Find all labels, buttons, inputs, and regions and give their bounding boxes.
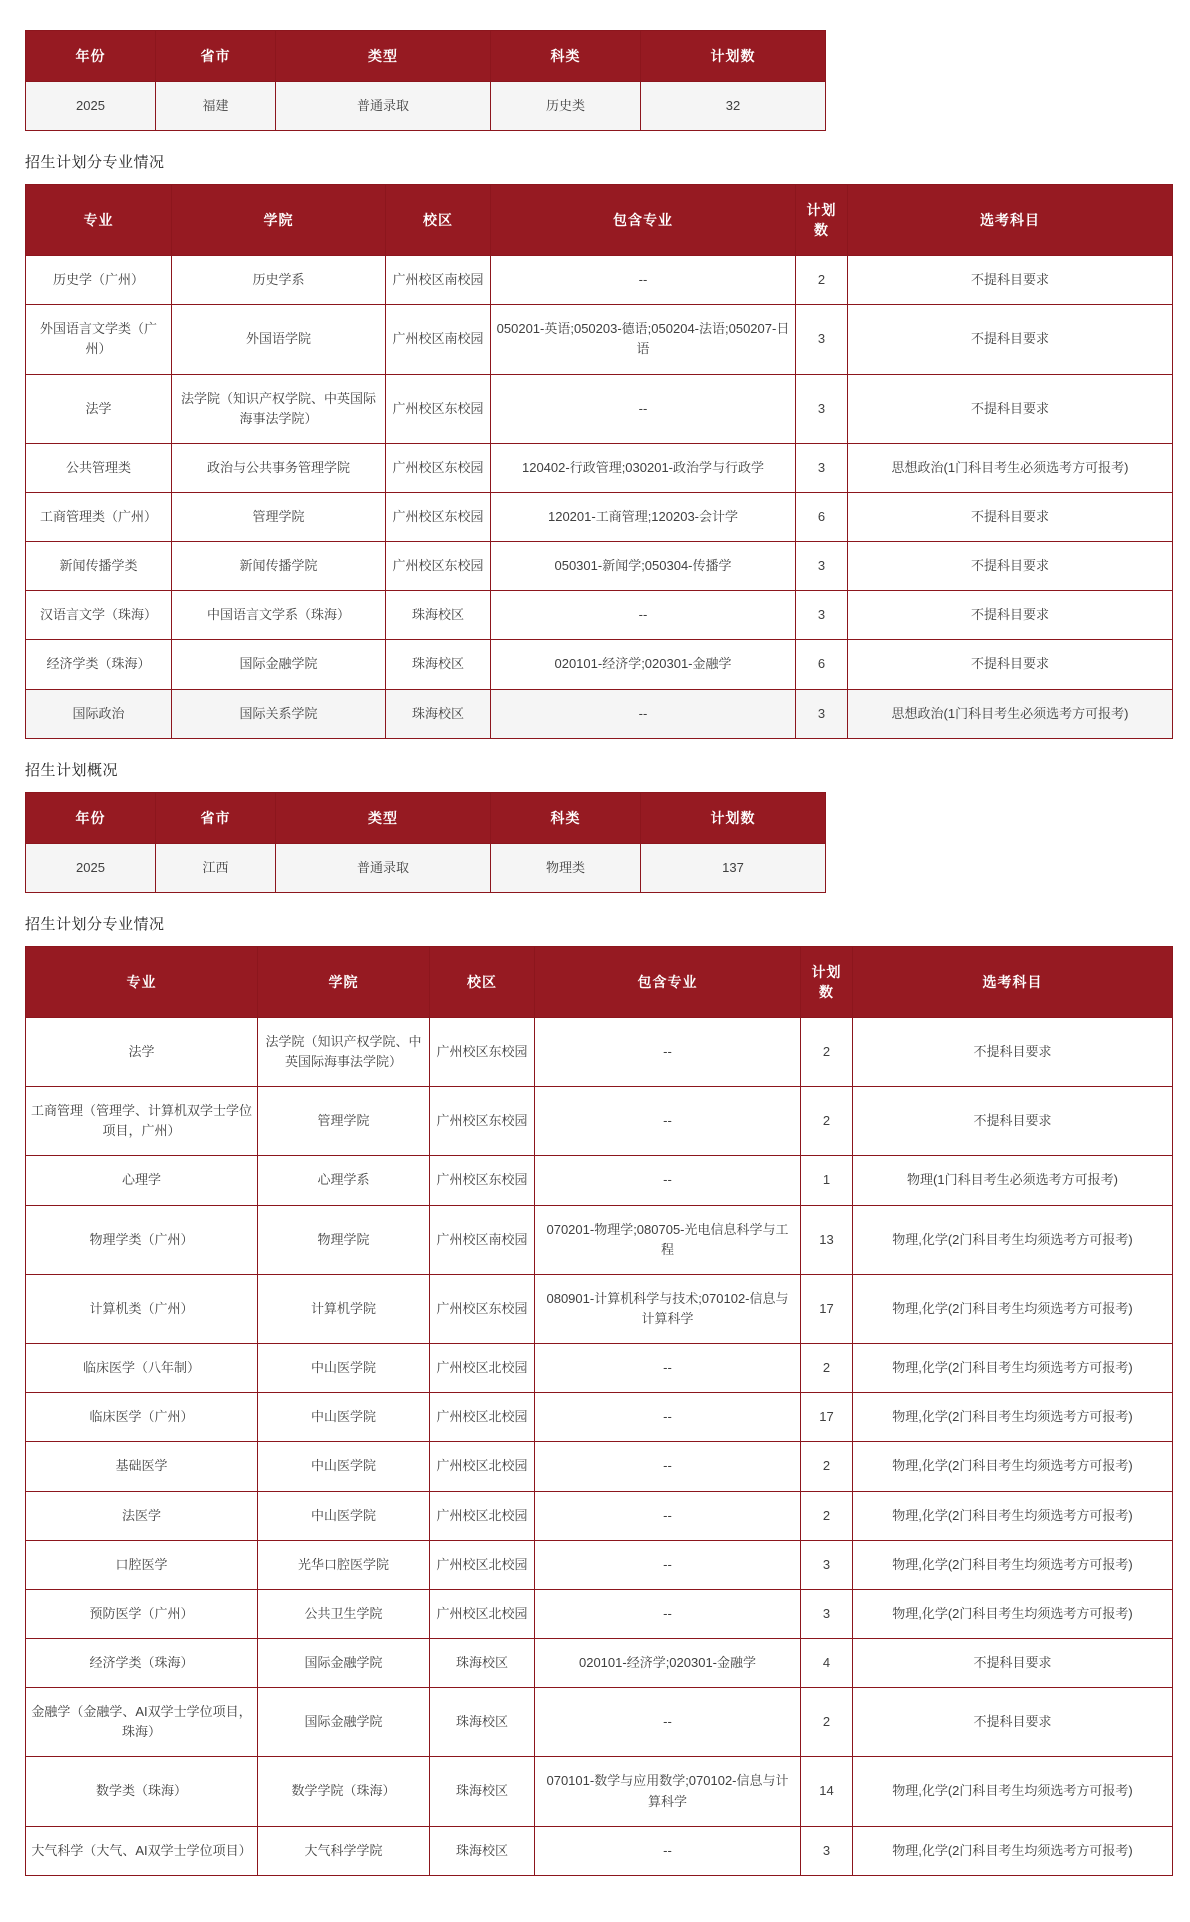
table-cell: -- (535, 1017, 801, 1086)
table-cell: 020101-经济学;020301-金融学 (491, 640, 796, 689)
table-cell: 不提科目要求 (848, 492, 1173, 541)
table-cell: 3 (801, 1589, 853, 1638)
table-cell: 2 (796, 256, 848, 305)
table-cell: 国际金融学院 (258, 1688, 430, 1757)
table-cell: 口腔医学 (26, 1540, 258, 1589)
table-cell: -- (535, 1826, 801, 1875)
column-header: 校区 (430, 946, 535, 1017)
table-cell: 珠海校区 (430, 1688, 535, 1757)
header-row (26, 31, 826, 82)
table-row (26, 1274, 1173, 1343)
table-cell: 广州校区南校园 (386, 256, 491, 305)
table-cell: 3 (796, 542, 848, 591)
table-row (26, 443, 1173, 492)
table-row (26, 82, 826, 131)
table-cell: -- (491, 256, 796, 305)
table-cell: 珠海校区 (386, 591, 491, 640)
table-cell: 3 (796, 443, 848, 492)
table-cell: 工商管理类（广州） (26, 492, 172, 541)
plan-section-jiangxi (25, 759, 1170, 1876)
table-cell: 基础医学 (26, 1442, 258, 1491)
table-cell: 物理(1门科目考生必须选考方可报考) (853, 1156, 1173, 1205)
table-cell: 管理学院 (258, 1087, 430, 1156)
table-cell: 法医学 (26, 1491, 258, 1540)
table-cell: 物理,化学(2门科目考生均须选考方可报考) (853, 1205, 1173, 1274)
table-cell: 工商管理（管理学、计算机双学士学位项目，广州） (26, 1087, 258, 1156)
table-cell: 数学类（珠海） (26, 1757, 258, 1826)
column-header: 校区 (386, 185, 491, 256)
table-cell: 江西 (156, 843, 276, 892)
table-cell: 物理,化学(2门科目考生均须选考方可报考) (853, 1589, 1173, 1638)
table-row (26, 542, 1173, 591)
column-header: 省市 (156, 792, 276, 843)
table-cell: 17 (801, 1274, 853, 1343)
table-cell: 广州校区东校园 (386, 374, 491, 443)
table-row (26, 1638, 1173, 1687)
header-row (26, 946, 1173, 1017)
table-row (26, 689, 1173, 738)
table-cell: 广州校区南校园 (430, 1205, 535, 1274)
table-cell: 外国语言文学类（广州） (26, 305, 172, 374)
table-row (26, 1156, 1173, 1205)
table-cell: -- (491, 689, 796, 738)
table-cell: 普通录取 (276, 82, 491, 131)
table-cell: 政治与公共事务管理学院 (172, 443, 386, 492)
table-cell: 物理,化学(2门科目考生均须选考方可报考) (853, 1540, 1173, 1589)
table-cell: 物理,化学(2门科目考生均须选考方可报考) (853, 1274, 1173, 1343)
table-cell: 大气科学学院 (258, 1826, 430, 1875)
table-cell: 珠海校区 (430, 1757, 535, 1826)
table-cell: -- (491, 374, 796, 443)
column-header: 计划数 (641, 792, 826, 843)
table-cell: 临床医学（广州） (26, 1393, 258, 1442)
column-header: 专业 (26, 185, 172, 256)
column-header: 专业 (26, 946, 258, 1017)
table-cell: 广州校区东校园 (386, 492, 491, 541)
table-cell: 物理,化学(2门科目考生均须选考方可报考) (853, 1442, 1173, 1491)
table-cell: 32 (641, 82, 826, 131)
table-cell: 历史学（广州） (26, 256, 172, 305)
detail-heading-fujian: 招生计划分专业情况 (25, 154, 165, 172)
table-cell: 大气科学（大气、AI双学士学位项目） (26, 1826, 258, 1875)
table-cell: 新闻传播学类 (26, 542, 172, 591)
table-cell: 3 (801, 1826, 853, 1875)
table-cell: 新闻传播学院 (172, 542, 386, 591)
table-row (26, 640, 1173, 689)
table-cell: 数学学院（珠海） (258, 1757, 430, 1826)
table-cell: -- (535, 1087, 801, 1156)
table-cell: 4 (801, 1638, 853, 1687)
table-cell: 金融学（金融学、AI双学士学位项目，珠海） (26, 1688, 258, 1757)
table-cell: 光华口腔医学院 (258, 1540, 430, 1589)
table-row (26, 374, 1173, 443)
table-cell: 中山医学院 (258, 1442, 430, 1491)
table-cell: 广州校区东校园 (430, 1017, 535, 1086)
header-row (26, 185, 1173, 256)
table-cell: 物理,化学(2门科目考生均须选考方可报考) (853, 1344, 1173, 1393)
table-cell: 2 (801, 1017, 853, 1086)
table-cell: 珠海校区 (430, 1638, 535, 1687)
table-cell: 历史学系 (172, 256, 386, 305)
table-row (26, 843, 826, 892)
column-header: 选考科目 (848, 185, 1173, 256)
detail-table-jiangxi (25, 946, 1173, 1876)
table-cell: -- (535, 1156, 801, 1205)
table-cell: 050301-新闻学;050304-传播学 (491, 542, 796, 591)
table-cell: 120201-工商管理;120203-会计学 (491, 492, 796, 541)
column-header: 学院 (172, 185, 386, 256)
table-row (26, 1393, 1173, 1442)
table-cell: 珠海校区 (386, 640, 491, 689)
table-cell: 17 (801, 1393, 853, 1442)
table-cell: 预防医学（广州） (26, 1589, 258, 1638)
table-cell: 广州校区东校园 (430, 1156, 535, 1205)
header-row (26, 792, 826, 843)
table-row (26, 1205, 1173, 1274)
table-cell: 不提科目要求 (853, 1017, 1173, 1086)
column-header: 年份 (26, 792, 156, 843)
table-cell: 广州校区南校园 (386, 305, 491, 374)
table-cell: 法学院（知识产权学院、中英国际海事法学院） (258, 1017, 430, 1086)
table-row (26, 1491, 1173, 1540)
table-cell: 法学 (26, 374, 172, 443)
column-header: 科类 (491, 31, 641, 82)
table-cell: 公共管理类 (26, 443, 172, 492)
table-cell: 广州校区北校园 (430, 1491, 535, 1540)
column-header: 省市 (156, 31, 276, 82)
table-cell: 广州校区北校园 (430, 1393, 535, 1442)
table-cell: 广州校区北校园 (430, 1442, 535, 1491)
table-cell: 14 (801, 1757, 853, 1826)
table-cell: 中山医学院 (258, 1491, 430, 1540)
column-header: 科类 (491, 792, 641, 843)
table-cell: 心理学 (26, 1156, 258, 1205)
table-cell: 2025 (26, 82, 156, 131)
table-cell: 经济学类（珠海） (26, 1638, 258, 1687)
table-cell: 3 (796, 374, 848, 443)
table-cell: 临床医学（八年制） (26, 1344, 258, 1393)
table-cell: 中山医学院 (258, 1393, 430, 1442)
table-row (26, 305, 1173, 374)
table-cell: 2 (801, 1491, 853, 1540)
table-cell: 物理,化学(2门科目考生均须选考方可报考) (853, 1757, 1173, 1826)
table-cell: 不提科目要求 (848, 640, 1173, 689)
table-cell: 法学院（知识产权学院、中英国际海事法学院） (172, 374, 386, 443)
table-cell: 计算机类（广州） (26, 1274, 258, 1343)
table-cell: 3 (796, 305, 848, 374)
column-header: 计划数 (796, 185, 848, 256)
table-cell: 历史类 (491, 82, 641, 131)
table-cell: 不提科目要求 (848, 374, 1173, 443)
table-cell: 3 (801, 1540, 853, 1589)
table-cell: 福建 (156, 82, 276, 131)
table-cell: 公共卫生学院 (258, 1589, 430, 1638)
plan-section-fujian (25, 30, 1170, 739)
table-cell: 国际关系学院 (172, 689, 386, 738)
table-cell: 心理学系 (258, 1156, 430, 1205)
table-cell: 2 (801, 1442, 853, 1491)
table-cell: 物理,化学(2门科目考生均须选考方可报考) (853, 1491, 1173, 1540)
table-row (26, 1540, 1173, 1589)
table-cell: 不提科目要求 (853, 1087, 1173, 1156)
table-cell: -- (535, 1442, 801, 1491)
column-header: 计划数 (801, 946, 853, 1017)
table-row (26, 256, 1173, 305)
column-header: 年份 (26, 31, 156, 82)
table-cell: 070101-数学与应用数学;070102-信息与计算科学 (535, 1757, 801, 1826)
table-cell: 2 (801, 1087, 853, 1156)
column-header: 选考科目 (853, 946, 1173, 1017)
table-cell: 物理,化学(2门科目考生均须选考方可报考) (853, 1393, 1173, 1442)
table-cell: 137 (641, 843, 826, 892)
overview-table-fujian (25, 30, 826, 131)
column-header: 类型 (276, 31, 491, 82)
table-cell: 物理学院 (258, 1205, 430, 1274)
table-cell: 广州校区北校园 (430, 1344, 535, 1393)
table-cell: 经济学类（珠海） (26, 640, 172, 689)
table-cell: 050201-英语;050203-德语;050204-法语;050207-日语 (491, 305, 796, 374)
table-cell: 6 (796, 492, 848, 541)
table-cell: 广州校区东校园 (386, 443, 491, 492)
table-cell: -- (535, 1491, 801, 1540)
table-cell: 计算机学院 (258, 1274, 430, 1343)
table-cell: 普通录取 (276, 843, 491, 892)
table-cell: 中山医学院 (258, 1344, 430, 1393)
table-cell: 国际金融学院 (258, 1638, 430, 1687)
table-cell: 外国语学院 (172, 305, 386, 374)
column-header: 类型 (276, 792, 491, 843)
table-cell: 珠海校区 (430, 1826, 535, 1875)
table-cell: 不提科目要求 (848, 542, 1173, 591)
detail-table-fujian (25, 184, 1173, 739)
overview-heading-jiangxi: 招生计划概况 (25, 761, 119, 779)
table-cell: 广州校区东校园 (430, 1087, 535, 1156)
table-cell: 珠海校区 (386, 689, 491, 738)
table-cell: 物理学类（广州） (26, 1205, 258, 1274)
table-cell: 不提科目要求 (848, 591, 1173, 640)
table-cell: 广州校区北校园 (430, 1589, 535, 1638)
table-cell: 汉语言文学（珠海） (26, 591, 172, 640)
table-row (26, 1826, 1173, 1875)
table-cell: 国际金融学院 (172, 640, 386, 689)
table-cell: 管理学院 (172, 492, 386, 541)
table-row (26, 1442, 1173, 1491)
table-cell: 3 (796, 689, 848, 738)
detail-heading-jiangxi: 招生计划分专业情况 (25, 915, 165, 933)
table-cell: 法学 (26, 1017, 258, 1086)
overview-table-jiangxi (25, 792, 826, 893)
table-cell: 不提科目要求 (848, 256, 1173, 305)
table-cell: 物理类 (491, 843, 641, 892)
table-cell: 2025 (26, 843, 156, 892)
table-cell: -- (535, 1344, 801, 1393)
table-cell: -- (535, 1540, 801, 1589)
table-cell: 思想政治(1门科目考生必须选考方可报考) (848, 443, 1173, 492)
table-cell: -- (535, 1688, 801, 1757)
table-cell: 120402-行政管理;030201-政治学与行政学 (491, 443, 796, 492)
table-row (26, 1087, 1173, 1156)
table-cell: 020101-经济学;020301-金融学 (535, 1638, 801, 1687)
table-cell: -- (535, 1589, 801, 1638)
table-cell: 3 (796, 591, 848, 640)
table-cell: 物理,化学(2门科目考生均须选考方可报考) (853, 1826, 1173, 1875)
table-row (26, 591, 1173, 640)
table-cell: 广州校区东校园 (430, 1274, 535, 1343)
table-cell: 13 (801, 1205, 853, 1274)
table-cell: 6 (796, 640, 848, 689)
table-cell: 思想政治(1门科目考生必须选考方可报考) (848, 689, 1173, 738)
table-row (26, 1589, 1173, 1638)
table-cell: 不提科目要求 (853, 1688, 1173, 1757)
table-cell: 广州校区北校园 (430, 1540, 535, 1589)
table-row (26, 1757, 1173, 1826)
table-cell: 国际政治 (26, 689, 172, 738)
table-cell: -- (491, 591, 796, 640)
table-cell: 2 (801, 1688, 853, 1757)
column-header: 学院 (258, 946, 430, 1017)
table-cell: 1 (801, 1156, 853, 1205)
table-row (26, 1017, 1173, 1086)
table-cell: 中国语言文学系（珠海） (172, 591, 386, 640)
table-cell: 070201-物理学;080705-光电信息科学与工程 (535, 1205, 801, 1274)
column-header: 包含专业 (491, 185, 796, 256)
table-cell: 广州校区东校园 (386, 542, 491, 591)
column-header: 计划数 (641, 31, 826, 82)
table-cell: 不提科目要求 (848, 305, 1173, 374)
table-cell: -- (535, 1393, 801, 1442)
table-cell: 080901-计算机科学与技术;070102-信息与计算科学 (535, 1274, 801, 1343)
table-cell: 2 (801, 1344, 853, 1393)
table-row (26, 1344, 1173, 1393)
table-row (26, 492, 1173, 541)
table-row (26, 1688, 1173, 1757)
table-cell: 不提科目要求 (853, 1638, 1173, 1687)
column-header: 包含专业 (535, 946, 801, 1017)
